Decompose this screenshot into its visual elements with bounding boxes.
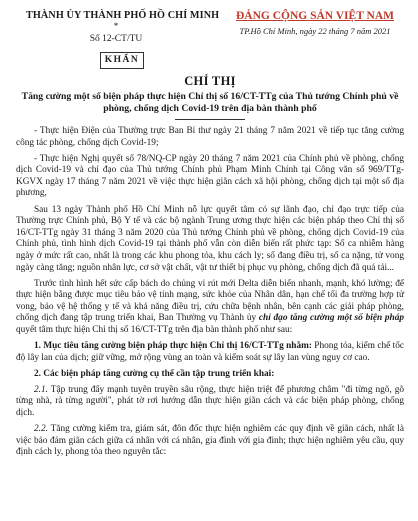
title-divider [175, 119, 245, 120]
section-2-2-text: Tăng cường kiểm tra, giám sát, đôn đốc thực hiện nghiêm các quy định về giãn cách, nhất là việc bảo đảm giãn cách giữa cá nhân với cá nhân, gia đình với gia đình; thực hiện nghiêm yêu cầu, quy định cách ly, phong tỏa theo nguyên tắc: [16, 424, 404, 458]
paragraph-4-text: Trước tình hình hết sức cấp bách do chủng vi rút mới Delta diễn biến nhanh, mạnh, khó lường; để thực hiện bằng được mục tiêu bảo vệ tính mạng, sức khỏe của Nhân dân, hạn chế tối đa trường hợp tử vong, bảo vệ hệ thống y tế và khả năng điều trị, cứu chữa bệnh nhân, bên cạnh các giải pháp phòng, chống dịch đang tập trung triển khai, Ban Thường vụ Thành ủy [16, 278, 404, 324]
dateline: TP.Hồ Chí Minh, ngày 22 tháng 7 năm 2021 [239, 26, 391, 36]
paragraph-2: - Thực hiện Nghị quyết số 78/NQ-CP ngày 20 tháng 7 năm 2021 của Chính phủ về phòng, chống dịch Covid-19 và chỉ đạo của Thủ tướng Chính phủ Phạm Minh Chính tại Công văn số 969/TTg-KGVX ngày 17 tháng 7 năm 2021 về việc thực hiện giãn cách xã hội phòng, chống dịch tại một số địa phương, [16, 153, 404, 199]
document-number: Số 12-CT/TU [89, 34, 143, 44]
section-1 [16, 341, 404, 364]
issuer-name: THÀNH ỦY THÀNH PHỐ HỒ CHÍ MINH [26, 10, 220, 21]
issuer-block [26, 10, 220, 44]
section-2-1-text: Tập trung đẩy mạnh tuyên truyền sâu rộng, thực hiện triệt để phương châm "đi từng ngõ, gõ từng nhà, rà từng người", phát tờ rơi hướng dẫn thực hiện giãn cách và các biện pháp phòng, chống dịch. [16, 384, 404, 419]
document-body [16, 126, 404, 459]
document-type: CHỈ THỊ [184, 74, 236, 88]
paragraph-1: - Thực hiện Điện của Thường trực Ban Bí thư ngày 21 tháng 7 năm 2021 về tiếp tục tăng cường công tác phòng, chống dịch Covid-19; [16, 126, 404, 148]
section-2-2-number: 2.2. [34, 424, 48, 435]
document-subject: Tăng cường một số biện pháp thực hiện Chỉ thị số 16/CT-TTg của Thủ tướng Chính phủ về phòng, chống dịch Covid-19 trên địa bàn thành phố [21, 91, 399, 114]
paragraph-3: Sau 13 ngày Thành phố Hồ Chí Minh nỗ lực quyết tâm có sự lãnh đạo, chỉ đạo trực tiếp của Thường trực Chính phủ, Bộ Y tế và các bộ ngành Trung ương thực hiện các biện pháp theo Chỉ thị số 16/CT-TTg ngày 31 tháng 3 năm 2020 của Thủ tướng Chính phủ về phòng, chống dịch Covid-19 của Chính phủ, tình hình dịch Covid-19 tại thành phố vẫn còn diễn biến rất phức tạp: Số ca nhiễm hàng ngày ở mức rất cao, nhất là trong các khu phong tỏa, khu cách ly; số đang điều trị, số ca nặng, tử vong ngày càng tăng; nguồn nhân lực, cơ sở vật chất, vật tư thiết bị phục vụ phòng, chống dịch đã quá tải... [16, 204, 404, 273]
paragraph-4 [16, 279, 404, 337]
section-2-2 [16, 424, 404, 459]
party-block [230, 10, 400, 36]
document-header [16, 6, 404, 56]
star-mark: * [113, 21, 119, 31]
section-2 [16, 369, 404, 381]
paragraph-4-tail: quyết tâm thực hiện Chỉ thị số 16/CT-TTg trên địa bàn thành phố như sau: [16, 325, 293, 335]
section-1-heading: 1. Mục tiêu tăng cường biện pháp thực hiện Chỉ thị 16/CT-TTg nhằm: [34, 341, 312, 352]
urgent-stamp: KHẨN [100, 52, 144, 69]
section-2-1 [16, 385, 404, 420]
section-2-heading: 2. Các biện pháp tăng cường cụ thể cần tập trung triển khai: [34, 368, 275, 379]
section-1-text: Phong tỏa, kiểm chế tốc độ lây lan của dịch; giữ vững, mở rộng vùng an toàn và kiểm soát sự lây lan vùng nguy cơ cao. [16, 341, 404, 363]
section-2-1-number: 2.1. [34, 384, 48, 395]
paragraph-4-emphasis: chỉ đạo tăng cường một số biện pháp [258, 313, 404, 324]
party-name: ĐẢNG CỘNG SẢN VIỆT NAM [235, 10, 395, 22]
document-title-block [16, 74, 404, 120]
